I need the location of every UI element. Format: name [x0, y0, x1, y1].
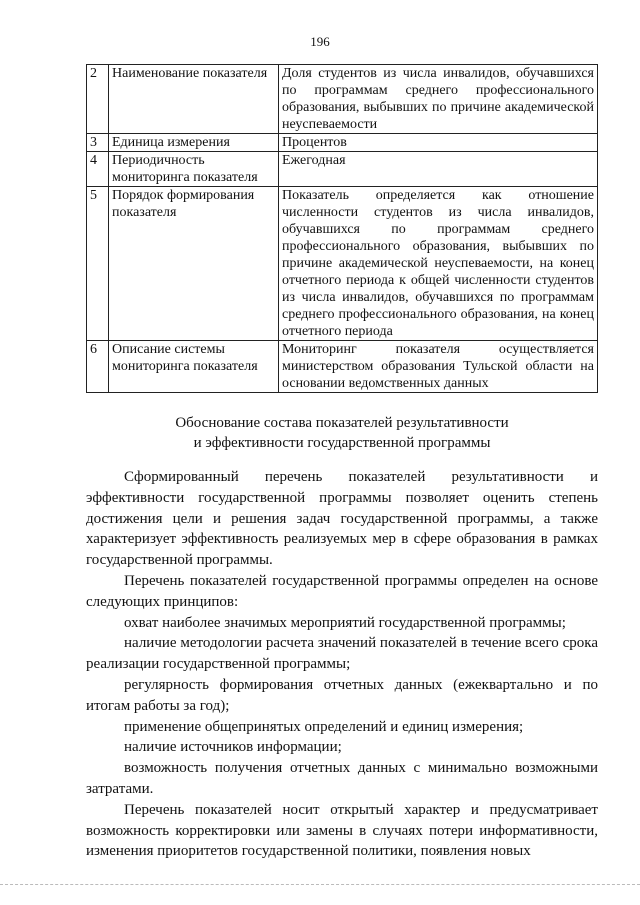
- row-number: 2: [87, 65, 109, 134]
- row-attribute-name: Порядок формирования показателя: [109, 187, 279, 341]
- list-item: регулярность формирования отчетных данных (ежеквартально и по итогам работы за год);: [86, 676, 598, 714]
- list-item: применение общепринятых определений и единиц измерения;: [124, 718, 524, 735]
- row-attribute-value: Процентов: [279, 134, 598, 152]
- page-number: 196: [310, 34, 330, 49]
- row-attribute-name: Наименование показателя: [109, 65, 279, 134]
- table-row: [87, 134, 598, 152]
- list-item: охват наиболее значимых мероприятий государственной программы;: [124, 614, 566, 631]
- row-attribute-value: Ежегодная: [279, 152, 598, 187]
- paragraph: Перечень показателей носит открытый характер и предусматривает возможность корректировки или замены в случаях потери информативности, изменения приоритетов государственной политики, появления новых: [86, 801, 598, 860]
- section-heading-line-2: и эффективности государственной программы: [193, 435, 491, 451]
- row-attribute-value: Мониторинг показателя осуществляется министерством образования Тульской области на основании ведомственных данных: [279, 341, 598, 393]
- body-text: [86, 467, 598, 862]
- table-row: [87, 187, 598, 341]
- row-number: 3: [87, 134, 109, 152]
- indicator-passport-table: [86, 64, 598, 393]
- paragraph: Перечень показателей государственной программы определен на основе следующих принципов:: [86, 572, 598, 610]
- row-attribute-name: Описание системы мониторинга показателя: [109, 341, 279, 393]
- row-number: 6: [87, 341, 109, 393]
- table-row: [87, 65, 598, 134]
- row-attribute-name: Единица измерения: [109, 134, 279, 152]
- list-item: наличие методологии расчета значений показателей в течение всего срока реализации государственной программы;: [86, 635, 598, 673]
- list-item: возможность получения отчетных данных с минимально возможными затратами.: [86, 760, 598, 797]
- row-number: 4: [87, 152, 109, 187]
- scan-footer-rule: [0, 884, 640, 887]
- section-heading-line-1: Обоснование состава показателей результативности: [175, 415, 509, 431]
- row-attribute-value: Показатель определяется как отношение численности студентов из числа инвалидов, обучавшихся по программам среднего профессионального образования, выбывших по причине академической неуспеваемости, на конец отчетного периода к общей численности студентов из числа инвалидов, обучавшихся по программам среднего профессионального образования, на конец отчетного периода: [279, 187, 598, 341]
- section-heading: [86, 413, 598, 453]
- row-attribute-name: Периодичность мониторинга показателя: [109, 152, 279, 187]
- paragraph: Сформированный перечень показателей результативности и эффективности государственной программы позволяет оценить степень достижения цели и решения задач государственной программы, а также характеризует эффективность реализуемых мер в сфере образования в рамках государственной программы.: [86, 469, 598, 569]
- table-row: [87, 152, 598, 187]
- table-row: [87, 341, 598, 393]
- row-attribute-value: Доля студентов из числа инвалидов, обучавшихся по программам среднего профессионального образования, выбывших по причине академической неуспеваемости: [279, 65, 598, 134]
- row-number: 5: [87, 187, 109, 341]
- list-item: наличие источников информации;: [124, 739, 342, 756]
